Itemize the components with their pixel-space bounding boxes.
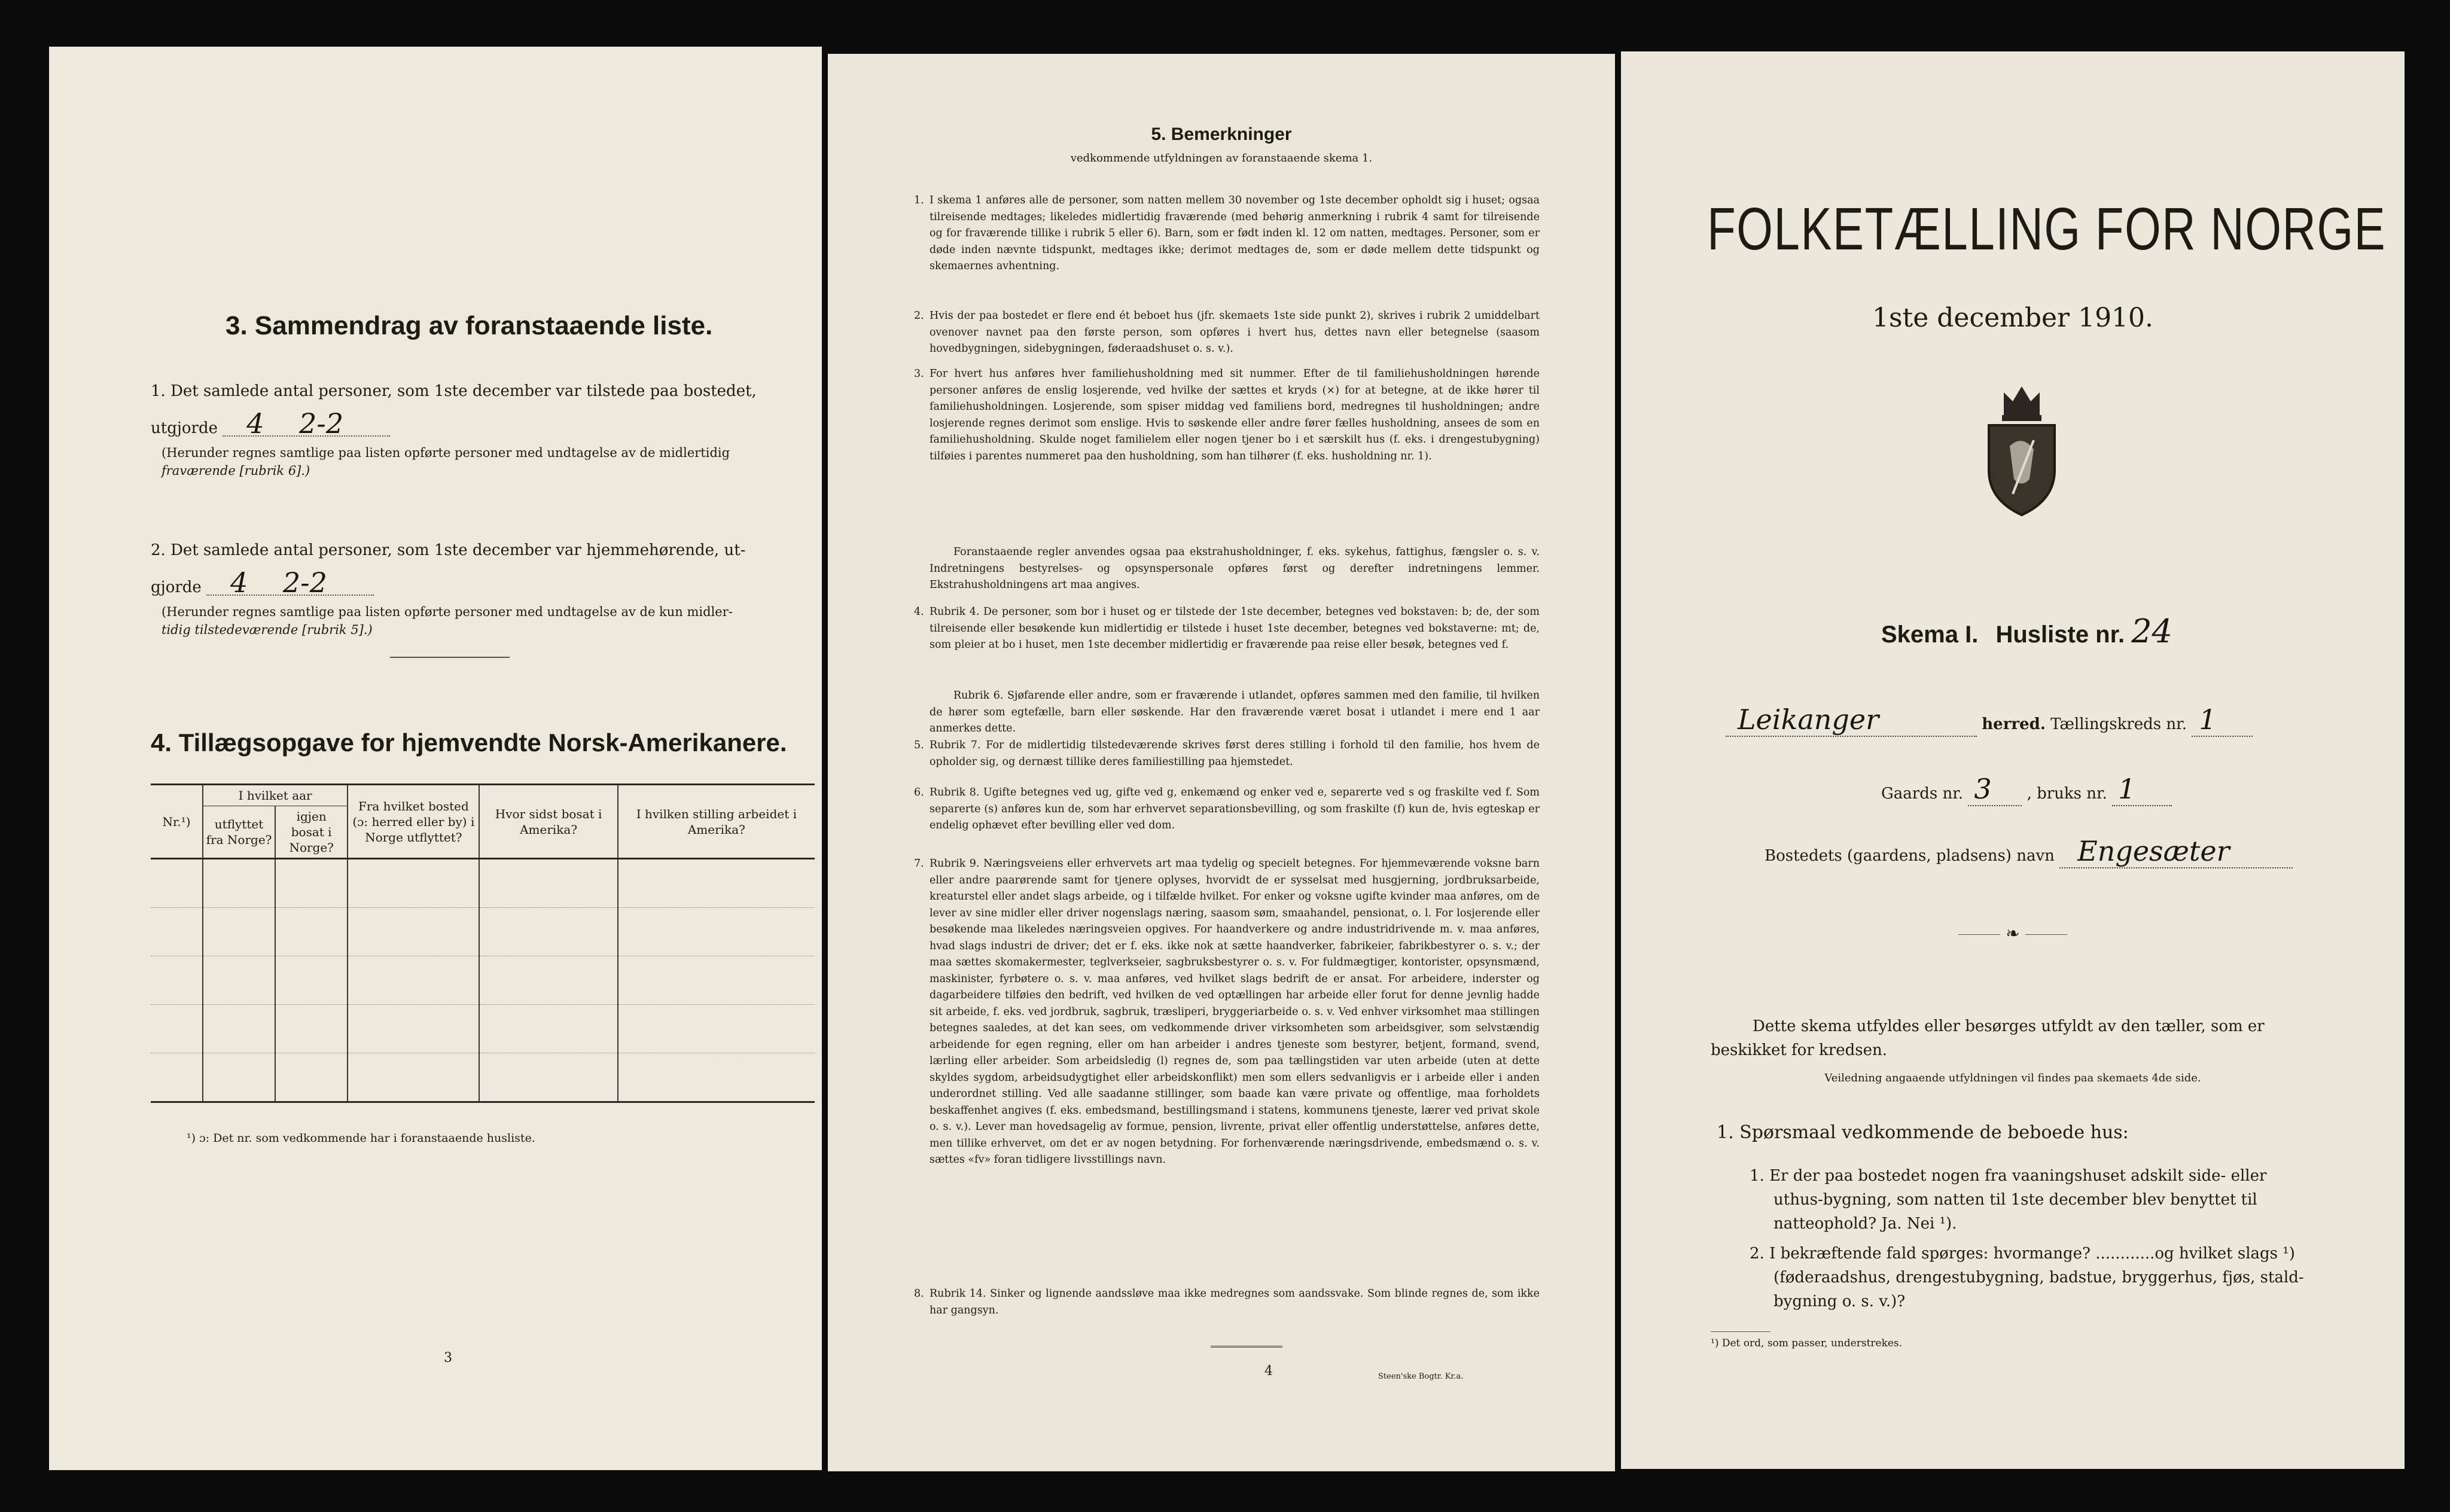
herred-handwritten: Leikanger <box>1726 703 1977 737</box>
divider <box>1711 1331 1771 1332</box>
gaards-line <box>1881 773 2172 806</box>
remark-number: 4. <box>914 606 924 618</box>
page-number: 3 <box>444 1351 452 1365</box>
intro-line2: beskikket for kredsen. <box>1711 1041 1887 1059</box>
divider <box>390 657 510 658</box>
remark-item <box>914 308 1540 358</box>
table-row <box>151 956 815 1005</box>
veiledning-note: Veiledning angaaende utfyldningen vil findes paa skemaets 4de side. <box>1824 1072 2201 1084</box>
remark-item <box>914 737 1540 770</box>
gaards-handwritten: 3 <box>1968 773 2022 806</box>
intro-line1: Dette skema utfyldes eller besørges utfyldt av den tæller, som er <box>1753 1017 2265 1035</box>
remark-text: Rubrik 7. For de midlertidig tilstedeværende skrives først deres stilling i forhold til den familie, hos hvem de opholder sig, og dernæst tillike deres familiestilling paa hjemstedet. <box>930 739 1540 768</box>
remark-item <box>914 604 1540 654</box>
remark-item <box>914 856 1540 1169</box>
census-date: 1ste december 1910. <box>1872 303 2154 333</box>
remark-number: 1. <box>914 194 924 206</box>
printer-mark: Steen'ske Bogtr. Kr.a. <box>1378 1372 1464 1381</box>
summary-item-2 <box>151 538 785 639</box>
remark-number: 8. <box>914 1288 924 1300</box>
q1-line2: uthus-bygning, som natten til 1ste december blev benyttet til <box>1773 1191 2257 1209</box>
question-2 <box>1750 1242 2348 1313</box>
item1-note1: (Herunder regnes samtlige paa listen opførte personer med undtagelse av de midlertidig <box>161 446 730 460</box>
remark-text: I skema 1 anføres alle de personer, som natten mellem 30 november og 1ste december opholdt sig i huset; ogsaa tilreisende medtages; likeledes midlertidig fraværende (med behørig anmerkning i rubrik 4 samt for tilreisende og for fraværende tillike i rubrik 5 eller 6). Barn, som er født inden kl. 12 om natten, medtages. Personer, som er døde inden nævnte tidspunkt, medtages ikke; derimot medtages de, som er døde mellem dette tidspunkt og skemaernes avhentning. <box>930 194 1540 272</box>
table-footnote: ¹) ɔ: Det nr. som vedkommende har i foranstaaende husliste. <box>187 1132 535 1145</box>
coat-of-arms-icon <box>1977 374 2067 518</box>
item1-handwritten: 4 2-2 <box>223 411 390 437</box>
remark-text: Foranstaaende regler anvendes ogsaa paa ekstrahusholdninger, f. eks. sykehus, fattighus, fængsler o. s. v. Indretningens bestyrelses- og opsynspersonale opføres først og derefter indretningens lemmer. Ekstrahusholdningens art maa angives. <box>930 546 1540 591</box>
skema-line <box>1881 612 2172 650</box>
census-title: FOLKETÆLLING FOR NORGE <box>1707 196 2387 263</box>
item1-prefix: utgjorde <box>151 419 218 437</box>
remark-text: Rubrik 4. De personer, som bor i huset og er tilstede der 1ste december, betegnes ved bokstaven: b; de, der som tilreisende eller besøkende kun midlertidig er tilstede i huset 1ste december, betegnes ved bokstaverne: mt; de, som pleier at bo i huset, men 1ste december midlertidig er fraværende paa reise eller besøk, betegnes ved f. <box>930 606 1540 651</box>
page3-footnote: ¹) Det ord, som passer, understrekes. <box>1711 1337 1903 1349</box>
q2-line1: 2. I bekræftende fald spørges: hvormange? ............og hvilket slags ¹) <box>1750 1245 2295 1263</box>
husliste-number-handwritten: 24 <box>2131 612 2172 650</box>
item2-prefix: gjorde <box>151 578 202 596</box>
remark-text: Rubrik 6. Sjøfarende eller andre, som er fraværende i utlandet, opføres sammen med den familie, til hvilken de hører som egtefælle, barn eller søskende. Har den fraværende været bosat i utlandet i mere end 1 aar anmerkes dette. <box>930 690 1540 734</box>
remark-item <box>914 193 1540 275</box>
remark-number: 3. <box>914 368 924 380</box>
herred-line <box>1726 703 2342 737</box>
bosted-handwritten: Engesæter <box>2059 835 2293 868</box>
item1-note2: fraværende [rubrik 6].) <box>161 464 310 478</box>
section-4-title: 4. Tillægsopgave for hjemvendte Norsk-Amerikanere. <box>151 728 787 757</box>
remark-text: Hvis der paa bostedet er flere end ét beboet hus (jfr. skemaets 1ste side punkt 2), skrives i rubrik 2 umiddelbart ovenover navnet paa den første person, som opføres i hvert hus, dettes navn eller betegnelse (saasom hovedbygningen, sidebygningen, føderaadshuset o. s. v.). <box>930 310 1540 355</box>
page-number: 4 <box>1264 1364 1273 1379</box>
bruks-handwritten: 1 <box>2112 773 2172 806</box>
bosted-line <box>1765 835 2293 868</box>
table-row <box>151 859 815 908</box>
norsk-amerikanere-table <box>151 784 815 1103</box>
page-1-cover <box>1621 51 2405 1469</box>
remark-number: 7. <box>914 858 924 870</box>
remark-item <box>930 688 1540 737</box>
remark-item <box>914 785 1540 834</box>
question-1 <box>1750 1164 2348 1236</box>
col-utflyttet: utflyttet fra Norge? <box>203 806 275 859</box>
remark-number: 5. <box>914 739 924 751</box>
item2-handwritten: 4 2-2 <box>206 571 374 596</box>
remark-number: 6. <box>914 787 924 798</box>
col-fra-hvilket: Fra hvilket bosted (ɔ: herred eller by) i Norge utflyttet? <box>348 785 479 859</box>
col-hvor-sidst: Hvor sidst bosat i Amerika? <box>479 785 617 859</box>
col-igjen: igjen bosat i Norge? <box>275 806 348 859</box>
remarks-subtitle: vedkommende utfyldningen av foranstaaende skema 1. <box>1070 152 1373 164</box>
remarks-title: 5. Bemerkninger <box>1151 124 1292 144</box>
remark-number: 2. <box>914 310 924 322</box>
table-row <box>151 1053 815 1102</box>
col-stilling: I hvilken stilling arbeidet i Amerika? <box>618 785 815 859</box>
bosted-label: Bostedets (gaardens, pladsens) navn <box>1765 847 2055 865</box>
title-wrap <box>1621 195 2405 264</box>
intro-text <box>1711 1014 2315 1062</box>
ornament-divider: ❧ <box>1953 923 2073 943</box>
kreds-handwritten: 1 <box>2192 703 2253 737</box>
table-row <box>151 1005 815 1053</box>
question-heading: 1. Spørsmaal vedkommende de beboede hus: <box>1717 1122 2129 1143</box>
section-3-title: 3. Sammendrag av foranstaaende liste. <box>226 311 713 340</box>
husliste-label: Husliste nr. <box>1995 621 2125 648</box>
kreds-label: Tællingskreds nr. <box>2050 715 2187 733</box>
item1-text: 1. Det samlede antal personer, som 1ste december var tilstede paa bostedet, <box>151 382 757 400</box>
remark-text: For hvert hus anføres hver familiehusholdning med sit nummer. Efter de til familiehusholdningen hørende personer anføres de enslig losjerende, ved hvilke der sættes et kryds (×) for at betegne, at de ikke hører til familiehusholdningen. Losjerende, som spiser middag ved familiens bord, medregnes til husholdningen; andre losjerende regnes derimot som enslige. Hvis to søskende eller andre fører fælles husholdning, ansees de som en familiehusholdning. Skulde noget familielem eller nogen tjener bo i et særskilt hus (f. eks. i drengestubygning) tilføies i parentes nummeret paa den husholdning, som han tilhører (f. eks. husholdning nr. 1). <box>930 368 1540 462</box>
summary-item-1 <box>151 379 785 480</box>
remark-text: Rubrik 9. Næringsveiens eller erhvervets art maa tydelig og specielt betegnes. For hjemmeværende voksne barn eller andre paarørende samt for tjenere oplyses, hvorvidt de er sysselsat med husgjerning, jordbruksarbeide, kreaturstel eller andet slags arbeide, og i tilfælde hvilket. For enker og voksne ugifte kvinder maa anføres, om de lever av sine midler eller driver nogenslags næring, saasom søm, smaahandel, pensionat, o. l. For losjerende eller besøkende maa likeledes næringsveien opgives. For haandverkere og andre industridrivende m. v. maa anføres, hvad slags industri de driver; det er f. eks. ikke nok at sætte haandverker, fabrikeier, fabrikbestyrer o. s. v.; der maa sættes skomakermester, teglverkseier, sagbruksbestyrer o. s. v. For fuldmægtiger, kontorister, opsynsmænd, maskinister, fyrbøtere o. s. v. maa anføres, ved hvilket slags bedrift de er ansat. For arbeidere, inderster og dagarbeidere tilføies den bedrift, ved hvilken de ved optællingen har arbeide eller forut for denne jevnlig hadde sit arbeide, f. eks. ved jordbruk, sagbruk, træsliperi, bryggeriarbeide o. s. v. Ved enhver virksomhet maa stillingen betegnes saaledes, at det kan sees, om vedkommende driver virksomheten som arbeidsgiver, som selvstændig arbeidende for egen regning, eller om han arbeider i andres tjeneste som bestyrer, betjent, formand, svend, lærling eller arbeider. Som arbeidsledig (l) regnes de, som paa tællingstiden var uten arbeide (uten at dette skyldes sygdom, arbeidsudygtighet eller arbeidskonflikt) men som ellers sedvanligvis er i arbeide eller i anden underordnet stilling. Ved alle saadanne stillinger, som baade kan være private og offentlige, maa forholdets beskaffenhet angives (f. eks. embedsmand, bestillingsmand i statens, kommunens tjeneste, lærer ved privat skole o. s. v.). Lever man hovedsagelig av formue, pension, livrente, privat eller offentlig understøttelse, anføres dette, men tillike erhvervet, om det er av nogen betydning. For forhenværende næringsdrivende, embedsmænd o. s. v. sættes «fv» foran tidligere livsstillings navn. <box>930 858 1540 1166</box>
skema-label: Skema I. <box>1881 621 1979 648</box>
gaards-label: Gaards nr. <box>1881 785 1964 803</box>
q2-line2: (føderaadshus, drengestubygning, badstue, bryggerhus, fjøs, stald- <box>1773 1269 2304 1287</box>
item2-text: 2. Det samlede antal personer, som 1ste december var hjemmehørende, ut- <box>151 541 746 559</box>
q1-line1: 1. Er der paa bostedet nogen fra vaaningshuset adskilt side- eller <box>1750 1167 2267 1185</box>
page-4-remarks <box>828 54 1615 1471</box>
col-nr: Nr.¹) <box>151 785 203 859</box>
item2-note2: tidig tilstedeværende [rubrik 5].) <box>161 623 373 637</box>
item2-note1: (Herunder regnes samtlige paa listen opførte personer med undtagelse av de kun midler- <box>161 605 733 619</box>
table-row <box>151 908 815 956</box>
bruks-label: , bruks nr. <box>2027 785 2107 803</box>
remark-text: Rubrik 14. Sinker og lignende aandssløve maa ikke medregnes som aandssvake. Som blinde regnes de, som ikke har gangsyn. <box>930 1288 1540 1316</box>
q2-line3: bygning o. s. v.)? <box>1773 1292 1906 1310</box>
herred-label: herred. <box>1982 715 2046 733</box>
col-group-year: I hvilket aar <box>203 785 348 806</box>
q1-line3: natteophold? Ja. Nei ¹). <box>1773 1215 1957 1233</box>
page-3-summary <box>49 47 822 1470</box>
remark-item <box>914 366 1540 465</box>
remark-item <box>930 544 1540 594</box>
remark-text: Rubrik 8. Ugifte betegnes ved ug, gifte ved g, enkemænd og enker ved e, separerte ved s og fraskilte ved f. Som separerte (s) anføres kun de, som har erhvervet separationsbevilling, og som fraskilte (f) kun de, hvis egteskap er endelig ophævet efter bevilling eller ved dom. <box>930 787 1540 831</box>
remark-item <box>914 1286 1540 1319</box>
divider <box>1211 1346 1282 1348</box>
